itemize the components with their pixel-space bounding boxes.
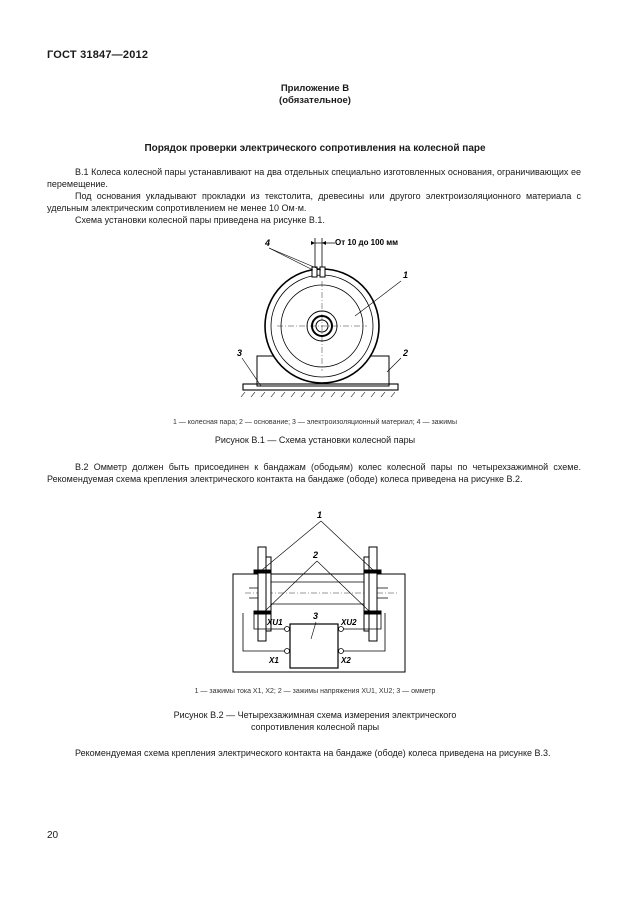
ohmmeter [290,624,338,668]
wheelset [265,269,379,383]
callout-1: 1 [403,270,409,280]
figure-b2-diagram [225,505,415,680]
paragraph-b3-ref: Рекомендуемая схема крепления электрического контакта на бандаже (ободе) колеса приведена на рисунке В.3. [75,748,551,758]
page-number: 20 [47,830,59,841]
callout-2: 2 [403,348,409,358]
callout-4: 4 [265,238,271,248]
insulation-pad [243,384,398,390]
callout-2: 2 [313,550,319,560]
figure-b1-caption: Рисунок В.1 — Схема установки колесной пары [214,435,416,445]
standard-header: ГОСТ 31847—2012 [47,49,149,61]
figure-b1-diagram [225,234,415,409]
terminal-xu2: XU2 [341,618,357,627]
paragraph-figure-ref: Схема установки колесной пары приведена на рисунке В.1. [75,215,325,225]
callout-3: 3 [313,611,319,621]
figure-b2-legend: 1 — зажимы тока X1, X2; 2 — зажимы напряжения XU1, XU2; 3 — омметр [194,688,436,695]
dimension-label: От 10 до 100 мм [335,238,399,247]
ground-hatching [241,392,395,397]
section-title: Порядок проверки электрического сопротивления на колесной паре [144,143,486,154]
callout-1: 1 [317,510,323,520]
terminal-x1: X1 [269,656,279,665]
figure-b1-legend: 1 — колесная пара; 2 — основание; 3 — электроизоляционный материал; 4 — зажимы [173,419,457,426]
rim-clamps [254,570,381,614]
annex-status: (обязательное) [279,95,351,106]
paragraph-b2: В.2 Омметр должен быть присоединен к бандажам (ободьям) колес колесной пары по четырехзажимной схеме. Рекомендуемая схема крепления электрического контакта на бандаже (ободе) колеса приведена на рисунке В.2. [47,462,581,484]
annex-title: Приложение В [280,83,350,94]
terminal-x2: X2 [341,656,351,665]
figure-b2-caption-line2: сопротивления колесной пары [250,722,380,732]
paragraph-b1: В.1 Колеса колесной пары устанавливают на два отдельных специально изготовленных основания, ограничивающих ее перемещение. [47,167,581,189]
wheel-right [364,547,377,641]
figure-b2-caption-line1: Рисунок В.2 — Четырехзажимная схема измерения электрического [173,710,457,720]
callout-3: 3 [237,348,243,358]
paragraph-insulation: Под основания укладывают прокладки из текстолита, древесины или другого электроизоляционного материала с удельным электрическим сопротивлением не менее 10 Ом·м. [47,191,581,213]
terminal-xu1: XU1 [267,618,283,627]
